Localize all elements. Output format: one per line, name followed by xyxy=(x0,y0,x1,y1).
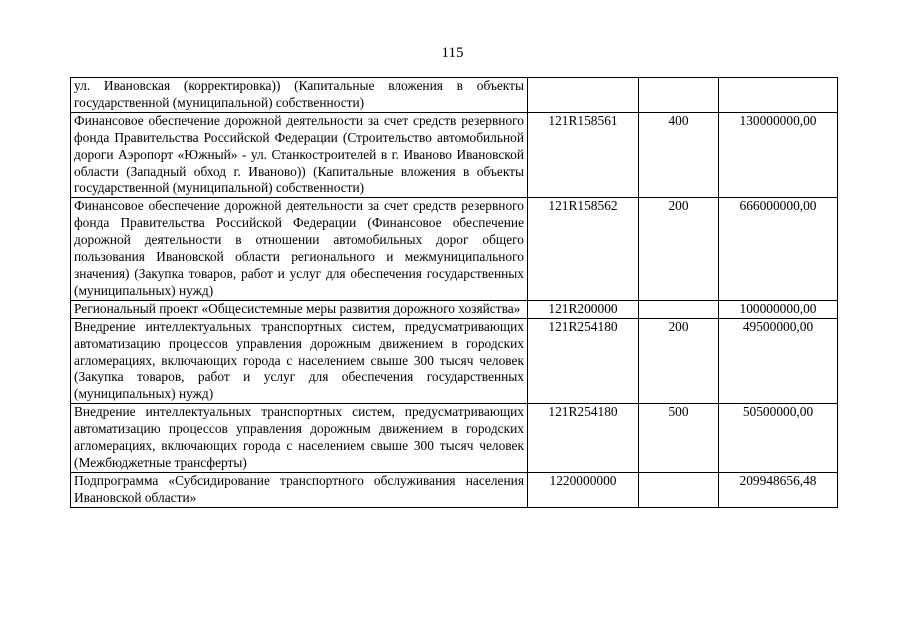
amount-cell: 49500000,00 xyxy=(719,318,838,404)
expense-type-cell: 200 xyxy=(639,318,719,404)
expense-name-cell: Финансовое обеспечение дорожной деятельности за счет средств резервного фонда Правительства Российской Федерации (Строительство автомобильной дороги Аэропорт «Южный» - ул. Станкостроителей в г. Иваново Ивановской области (Западный обход г. Иваново)) (Капитальные вложения в объекты государственной (муниципальной) собственности) xyxy=(71,112,528,198)
target-code-cell: 1220000000 xyxy=(528,472,639,507)
budget-table xyxy=(70,77,838,508)
amount-cell: 100000000,00 xyxy=(719,300,838,318)
expense-name-cell: Финансовое обеспечение дорожной деятельности за счет средств резервного фонда Правительства Российской Федерации (Финансовое обеспечение дорожной деятельности в отношении автомобильных дорог общего пользования Ивановской области регионального и межмуниципального значения) (Закупка товаров, работ и услуг для обеспечения государственных (муниципальных) нужд) xyxy=(71,198,528,300)
page-number: 115 xyxy=(441,45,464,61)
expense-name-cell: Подпрограмма «Субсидирование транспортного обслуживания населения Ивановской области» xyxy=(71,472,528,507)
expense-name-cell: Внедрение интеллектуальных транспортных систем, предусматривающих автоматизацию процессов управления дорожным движением в городских агломерациях, включающих города с населением свыше 300 тысяч человек (Межбюджетные трансферты) xyxy=(71,404,528,473)
table-row xyxy=(71,78,838,113)
table-row xyxy=(71,318,838,404)
expense-name-cell: Региональный проект «Общесистемные меры развития дорожного хозяйства» xyxy=(71,300,528,318)
table-row xyxy=(71,404,838,473)
target-code-cell: 121R158562 xyxy=(528,198,639,300)
amount-cell: 130000000,00 xyxy=(719,112,838,198)
amount-cell: 666000000,00 xyxy=(719,198,838,300)
expense-type-cell: 200 xyxy=(639,198,719,300)
target-code-cell xyxy=(528,78,639,113)
expense-type-cell xyxy=(639,472,719,507)
expense-type-cell: 500 xyxy=(639,404,719,473)
target-code-cell: 121R254180 xyxy=(528,318,639,404)
target-code-cell: 121R254180 xyxy=(528,404,639,473)
table-row xyxy=(71,300,838,318)
amount-cell: 50500000,00 xyxy=(719,404,838,473)
table-row xyxy=(71,112,838,198)
expense-type-cell xyxy=(639,78,719,113)
expense-type-cell: 400 xyxy=(639,112,719,198)
target-code-cell: 121R158561 xyxy=(528,112,639,198)
expense-name-cell: ул. Ивановская (корректировка)) (Капитальные вложения в объекты государственной (муниципальной) собственности) xyxy=(71,78,528,113)
amount-cell xyxy=(719,78,838,113)
expense-type-cell xyxy=(639,300,719,318)
table-row xyxy=(71,198,838,300)
target-code-cell: 121R200000 xyxy=(528,300,639,318)
amount-cell: 209948656,48 xyxy=(719,472,838,507)
expense-name-cell: Внедрение интеллектуальных транспортных систем, предусматривающих автоматизацию процессов управления дорожным движением в городских агломерациях, включающих города с населением свыше 300 тысяч человек (Закупка товаров, работ и услуг для обеспечения государственных (муниципальных) нужд) xyxy=(71,318,528,404)
table-row xyxy=(71,472,838,507)
